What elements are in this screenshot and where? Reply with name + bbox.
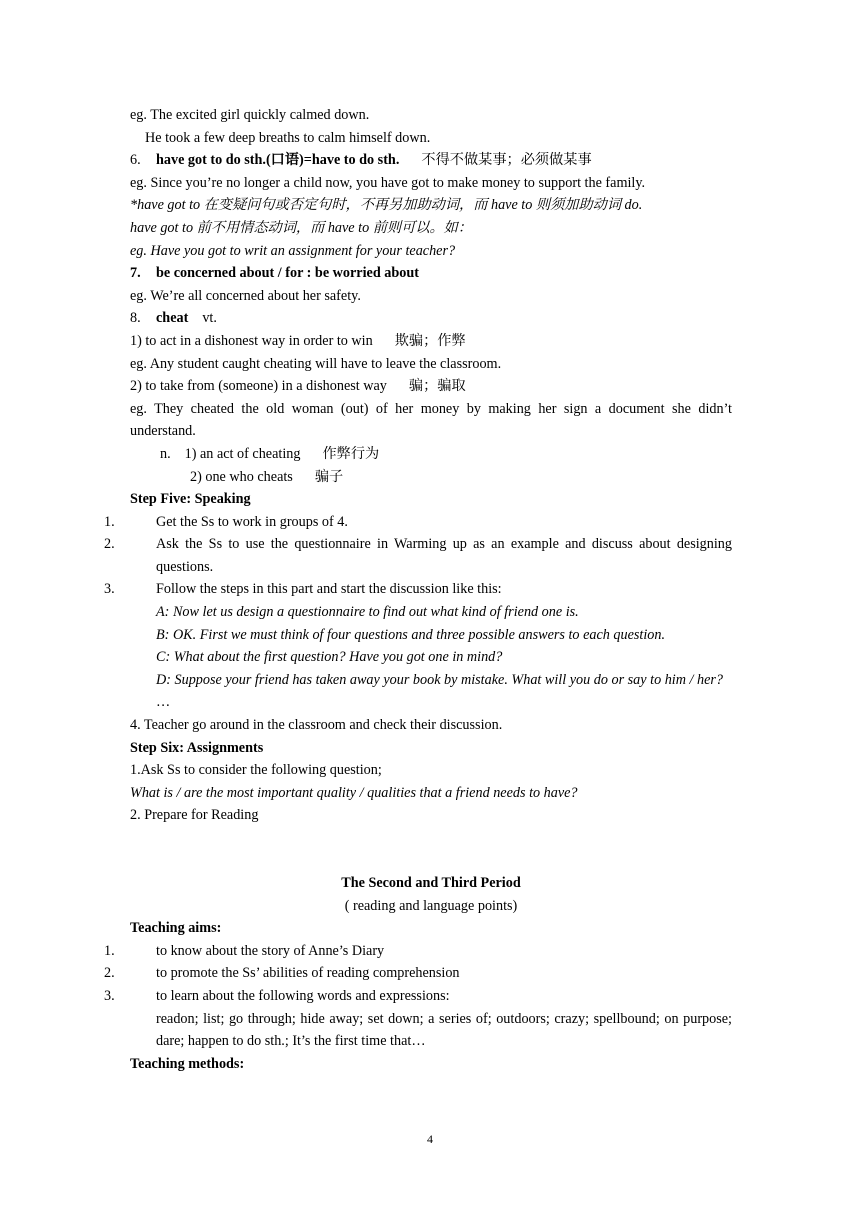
list-item: 1.Ask Ss to consider the following question; <box>130 762 382 779</box>
definition-cn: 骗子 <box>314 468 344 485</box>
assignment-question: What is / are the most important quality / qualities that a friend needs to have? <box>130 784 578 801</box>
ellipsis: … <box>156 694 171 711</box>
list-item <box>104 533 732 578</box>
usage-note: *have got to 在变疑问句或否定句时，不再另加助动词，而 have to 则须加助动词 do. <box>130 197 643 214</box>
dialogue-line: B: OK. First we must think of four questions and three possible answers to each question. <box>156 626 666 643</box>
usage-note: have got to 前不用情态动词，而 have to 前则可以。如： <box>130 219 473 236</box>
vocab-term: be concerned about / for : be worried about <box>156 265 419 282</box>
definition-text: 2) one who cheats <box>190 468 293 485</box>
period-subtitle: ( reading and language points) <box>344 897 518 914</box>
definition-line <box>130 375 732 398</box>
list-item-text: Get the Ss to work in groups of 4. <box>156 513 348 530</box>
list-item: 2. Prepare for Reading <box>130 807 259 824</box>
list-item-text: Ask the Ss to use the questionnaire in Warming up as an example and discuss about designing questions. <box>156 536 732 575</box>
item-number: 2. <box>104 536 115 553</box>
teaching-methods-heading: Teaching methods: <box>130 1055 245 1072</box>
vocab-item-8 <box>130 307 732 330</box>
list-item <box>104 940 732 963</box>
list-item-text: to learn about the following words and expressions: <box>156 987 450 1004</box>
noun-definition-line <box>130 443 732 466</box>
list-item <box>104 578 732 601</box>
example-line: eg. Since you’re no longer a child now, you have got to make money to support the family. <box>130 174 646 191</box>
list-item-text: Follow the steps in this part and start the discussion like this: <box>156 581 502 598</box>
list-item <box>104 985 732 1008</box>
step-five-heading: Step Five: Speaking <box>130 491 251 508</box>
item-number: 1. <box>104 513 115 530</box>
vocabulary-list: readon; list; go through; hide away; set down; a series of; outdoors; crazy; spellbound; on purpose; dare; happen to do sth.; It’s the first time that… <box>156 1010 732 1050</box>
list-item-text: to know about the story of Anne’s Diary <box>156 942 385 959</box>
noun-definition-line <box>130 466 732 489</box>
definition-cn: 作弊行为 <box>322 445 380 462</box>
section-gap <box>130 827 732 872</box>
list-item-text: to promote the Ss’ abilities of reading comprehension <box>156 965 460 982</box>
definition-text: 1) an act of cheating <box>184 445 301 462</box>
definition-text: 2) to take from (someone) in a dishonest way <box>130 378 387 395</box>
item-number: 6. <box>130 152 141 169</box>
vocab-item-6 <box>130 149 732 172</box>
part-of-speech: n. <box>160 445 171 462</box>
example-line: He took a few deep breaths to calm himself down. <box>145 129 431 146</box>
list-item: 4. Teacher go around in the classroom and check their discussion. <box>130 717 503 734</box>
part-of-speech: vt. <box>202 310 217 327</box>
vocab-term: cheat <box>156 310 189 327</box>
item-number: 3. <box>104 987 115 1004</box>
example-line: eg. The excited girl quickly calmed down. <box>130 107 370 123</box>
example-line: eg. Any student caught cheating will have to leave the classroom. <box>130 355 502 372</box>
list-item <box>104 962 732 985</box>
period-title: The Second and Third Period <box>341 875 521 891</box>
definition-text: 1) to act in a dishonest way in order to win <box>130 332 373 349</box>
item-number: 7. <box>130 265 141 282</box>
vocab-item-7 <box>130 262 732 285</box>
dialogue-line: C: What about the first question? Have you got one in mind? <box>156 649 503 666</box>
vocab-term: have got to do sth.(口语)=have to do sth. <box>156 152 400 169</box>
item-number: 2. <box>104 965 115 982</box>
dialogue-line: D: Suppose your friend has taken away your book by mistake. What will you do or say to him / her? <box>156 671 724 688</box>
item-number: 1. <box>104 942 115 959</box>
definition-cn: 欺骗；作弊 <box>394 332 466 349</box>
list-item <box>104 511 732 534</box>
item-number: 8. <box>130 310 141 327</box>
page-content <box>104 104 732 1075</box>
teaching-aims-heading: Teaching aims: <box>130 920 222 937</box>
definition-line <box>130 330 732 353</box>
dialogue-line: A: Now let us design a questionnaire to find out what kind of friend one is. <box>156 604 579 621</box>
page-number: 4 <box>427 1132 433 1146</box>
example-line: eg. Have you got to writ an assignment for your teacher? <box>130 242 456 259</box>
item-number: 3. <box>104 581 115 598</box>
vocab-meaning: 不得不做某事；必须做某事 <box>421 152 592 169</box>
example-line: eg. We’re all concerned about her safety. <box>130 287 361 304</box>
step-six-heading: Step Six: Assignments <box>130 739 264 756</box>
example-line: eg. They cheated the old woman (out) of her money by making her sign a document she didn’t understand. <box>130 400 732 440</box>
definition-cn: 骗；骗取 <box>408 378 466 395</box>
